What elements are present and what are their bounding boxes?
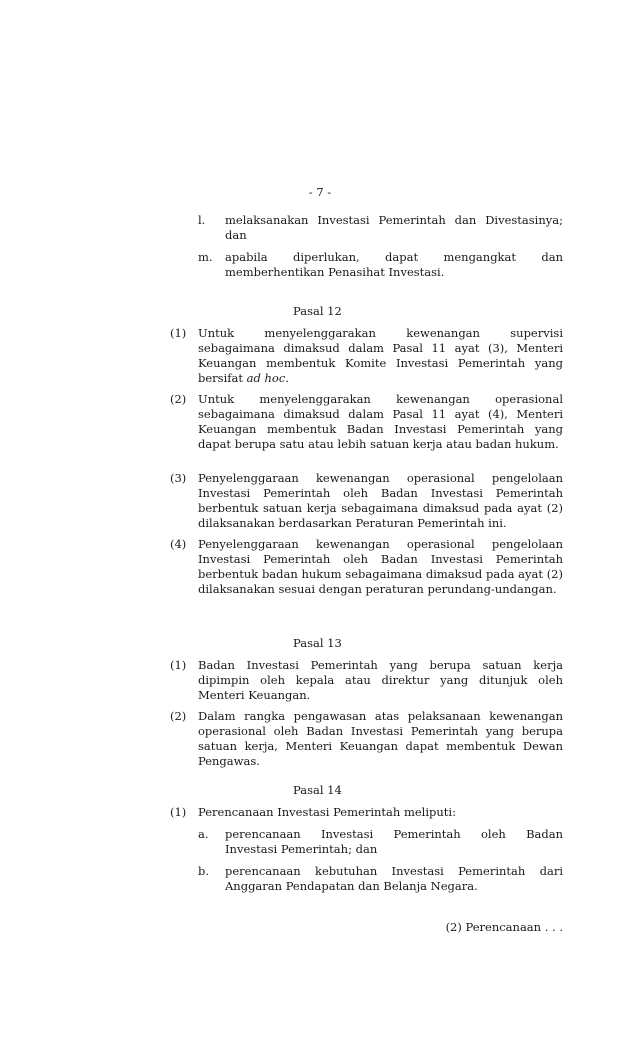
list-marker: b. <box>198 864 210 878</box>
list-item-text: dan <box>225 228 247 242</box>
paragraph-marker: (2) <box>170 392 187 406</box>
paragraph-text: Penyelenggaraan kewenangan operasional pengelolaan Investasi Pemerintah oleh Badan Investasi Pemerintah berbentuk badan hukum sebagaimana dimaksud pada ayat (2) dilaksanakan sesuai dengan peraturan perundang-undangan. <box>198 537 563 596</box>
paragraph-marker: (4) <box>170 537 187 551</box>
paragraph-text: Dalam rangka pengawasan atas pelaksanaan kewenangan operasional oleh Badan Investasi Pemerintah yang berupa satuan kerja, Menteri Keuangan dapat membentuk Dewan Pengawas. <box>198 709 563 768</box>
list-item-text: Anggaran Pendapatan dan Belanja Negara. <box>225 879 478 893</box>
paragraph-text: Badan Investasi Pemerintah yang berupa satuan kerja dipimpin oleh kepala atau direktur yang ditunjuk oleh Menteri Keuangan. <box>198 658 563 702</box>
section-title: Pasal 12 <box>293 304 342 318</box>
list-item-text: melaksanakan Investasi Pemerintah dan Divestasinya; <box>225 213 563 227</box>
page-number: - 7 - <box>308 185 332 199</box>
paragraph-marker: (1) <box>170 326 187 340</box>
paragraph-marker: (2) <box>170 709 187 723</box>
section-title: Pasal 13 <box>293 636 342 650</box>
paragraph-marker: (1) <box>170 658 187 672</box>
list-item-text: memberhentikan Penasihat Investasi. <box>225 265 445 279</box>
list-item-text: Investasi Pemerintah; dan <box>225 842 378 856</box>
paragraph-text: Untuk menyelenggarakan kewenangan supervisi sebagaimana dimaksud dalam Pasal 11 ayat (3), Menteri Keuangan membentuk Komite Investasi Pemerintah yang bersifat ad hoc. <box>198 326 563 385</box>
paragraph-marker: (1) <box>170 805 187 819</box>
paragraph-text: Untuk menyelenggarakan kewenangan operasional sebagaimana dimaksud dalam Pasal 11 ayat (4), Menteri Keuangan membentuk Badan Investasi Pemerintah yang dapat berupa satu atau lebih satuan kerja atau badan hukum. <box>198 392 563 451</box>
paragraph-text: Perencanaan Investasi Pemerintah meliputi: <box>198 805 456 819</box>
ad-hoc-emphasis: ad hoc <box>246 371 286 385</box>
paragraph-text: Penyelenggaraan kewenangan operasional pengelolaan Investasi Pemerintah oleh Badan Investasi Pemerintah berbentuk satuan kerja sebagaimana dimaksud pada ayat (2) dilaksanakan berdasarkan Peraturan Pemerintah ini. <box>198 471 563 530</box>
section-title: Pasal 14 <box>293 783 342 797</box>
list-item-text: perencanaan kebutuhan Investasi Pemerintah dari <box>225 864 563 878</box>
list-marker: m. <box>198 250 213 264</box>
list-marker: l. <box>198 213 206 227</box>
paragraph-marker: (3) <box>170 471 187 485</box>
list-marker: a. <box>198 827 209 841</box>
continuation-text: (2) Perencanaan . . . <box>445 920 563 934</box>
list-item-text: perencanaan Investasi Pemerintah oleh Badan <box>225 827 563 841</box>
list-item-text: apabila diperlukan, dapat mengangkat dan <box>225 250 563 264</box>
